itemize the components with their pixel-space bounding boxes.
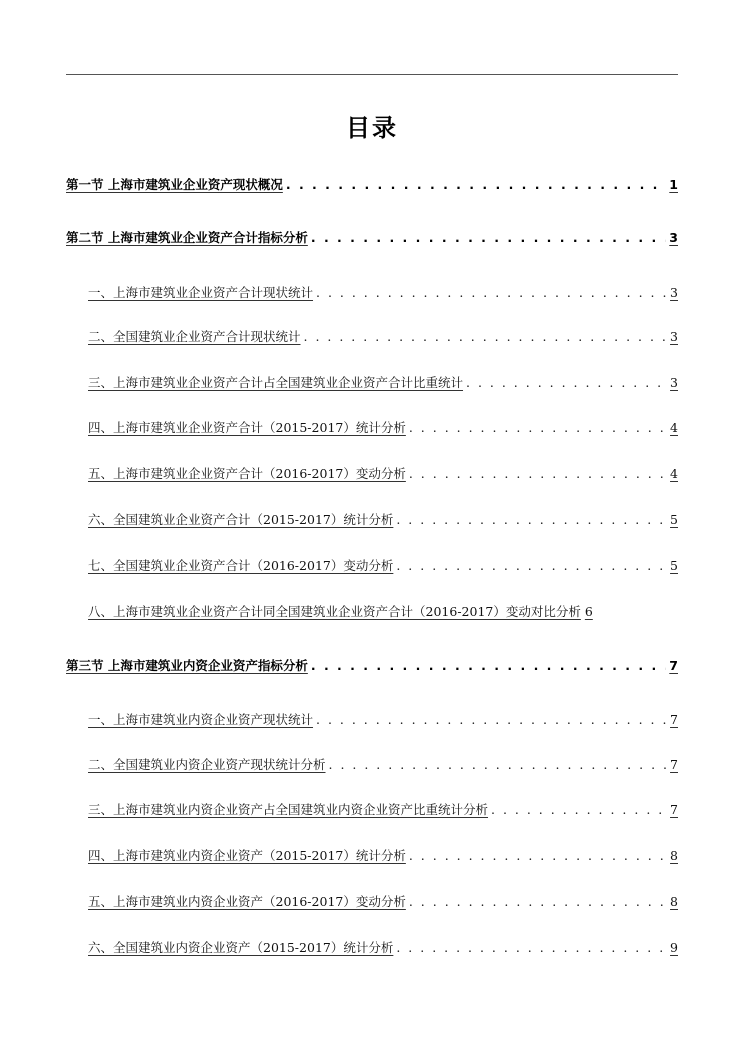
toc-entry-page: 7	[670, 712, 678, 727]
toc-entry-label: 五、上海市建筑业内资企业资产（2016-2017）变动分析	[88, 894, 406, 909]
leader-dots	[304, 329, 668, 344]
toc-entry-page: 9	[670, 940, 678, 955]
toc-entry-label: 六、全国建筑业企业资产合计（2015-2017）统计分析	[88, 512, 394, 527]
toc-entry-page: 5	[670, 512, 678, 527]
toc-entry-label: 二、全国建筑业内资企业资产现状统计分析	[88, 757, 326, 772]
toc-entry-label: 七、全国建筑业企业资产合计（2016-2017）变动分析	[88, 558, 394, 573]
leader-dots	[329, 757, 668, 772]
toc-entry-2-6[interactable]	[88, 510, 678, 528]
toc-entry-2-4[interactable]	[88, 418, 678, 436]
toc-entry-page: 4	[670, 420, 678, 435]
toc-entry-label: 一、上海市建筑业企业资产合计现状统计	[88, 285, 314, 300]
toc-entry-2-7[interactable]	[88, 556, 678, 574]
toc-entry-label: 六、全国建筑业内资企业资产（2015-2017）统计分析	[88, 940, 394, 955]
toc-entry-3-4[interactable]	[88, 846, 678, 864]
leader-dots	[466, 375, 667, 390]
toc-entry-2-2[interactable]	[88, 327, 678, 345]
toc-entry-page: 7	[670, 757, 678, 772]
toc-entry-section-1[interactable]	[66, 175, 678, 193]
toc-entry-label: 三、上海市建筑业内资企业资产占全国建筑业内资企业资产比重统计分析	[88, 802, 489, 817]
toc-entry-2-1[interactable]	[88, 283, 678, 301]
leader-dots	[491, 802, 667, 817]
toc-entry-label: 四、上海市建筑业内资企业资产（2015-2017）统计分析	[88, 848, 406, 863]
leader-dots	[396, 940, 667, 955]
toc-entry-page: 5	[670, 558, 678, 573]
toc-entry-3-3[interactable]	[88, 800, 678, 818]
toc-entry-section-3[interactable]	[66, 656, 678, 674]
toc-entry-label: 三、上海市建筑业企业资产合计占全国建筑业企业资产合计比重统计	[88, 375, 464, 390]
toc-entry-page: 4	[670, 466, 678, 481]
toc-entry-page: 8	[670, 894, 678, 909]
leader-dots	[409, 420, 667, 435]
leader-dots	[316, 712, 667, 727]
toc-entry-page: 3	[670, 375, 678, 390]
toc-title: 目录	[346, 114, 398, 142]
toc-entry-page: 6	[584, 604, 593, 619]
toc-entry-page: 3	[670, 329, 678, 344]
toc-entry-label: 八、上海市建筑业企业资产合计同全国建筑业企业资产合计（2016-2017）变动对比分析	[88, 604, 581, 619]
leader-dots	[286, 177, 666, 192]
toc-entry-label: 第二节 上海市建筑业企业资产合计指标分析	[66, 230, 308, 245]
toc-entry-page: 7	[670, 802, 678, 817]
toc-entry-section-2[interactable]	[66, 228, 678, 246]
toc-entry-2-5[interactable]	[88, 464, 678, 482]
leader-dots	[409, 894, 667, 909]
leader-dots	[409, 466, 667, 481]
toc-entry-3-1[interactable]	[88, 710, 678, 728]
toc-entry-page: 3	[670, 285, 678, 300]
leader-dots	[396, 558, 667, 573]
toc-entry-label: 二、全国建筑业企业资产合计现状统计	[88, 329, 301, 344]
toc-entry-page: 7	[669, 658, 678, 673]
toc-entry-label: 五、上海市建筑业企业资产合计（2016-2017）变动分析	[88, 466, 406, 481]
toc-entry-label: 第一节 上海市建筑业企业资产现状概况	[66, 177, 283, 192]
toc-entry-3-5[interactable]	[88, 892, 678, 910]
toc-entry-label: 四、上海市建筑业企业资产合计（2015-2017）统计分析	[88, 420, 406, 435]
leader-dots	[311, 230, 666, 245]
leader-dots	[396, 512, 667, 527]
toc-entry-3-2[interactable]	[88, 755, 678, 773]
toc-entry-label: 第三节 上海市建筑业内资企业资产指标分析	[66, 658, 308, 673]
leader-dots	[409, 848, 667, 863]
toc-entry-3-6[interactable]	[88, 938, 678, 956]
toc-entry-2-3[interactable]	[88, 373, 678, 391]
toc-entry-page: 8	[670, 848, 678, 863]
toc-entry-label: 一、上海市建筑业内资企业资产现状统计	[88, 712, 314, 727]
toc-entry-page: 3	[669, 230, 678, 245]
toc-entry-page: 1	[669, 177, 678, 192]
leader-dots	[316, 285, 667, 300]
toc-entry-2-8[interactable]	[88, 602, 678, 620]
leader-dots	[311, 658, 666, 673]
